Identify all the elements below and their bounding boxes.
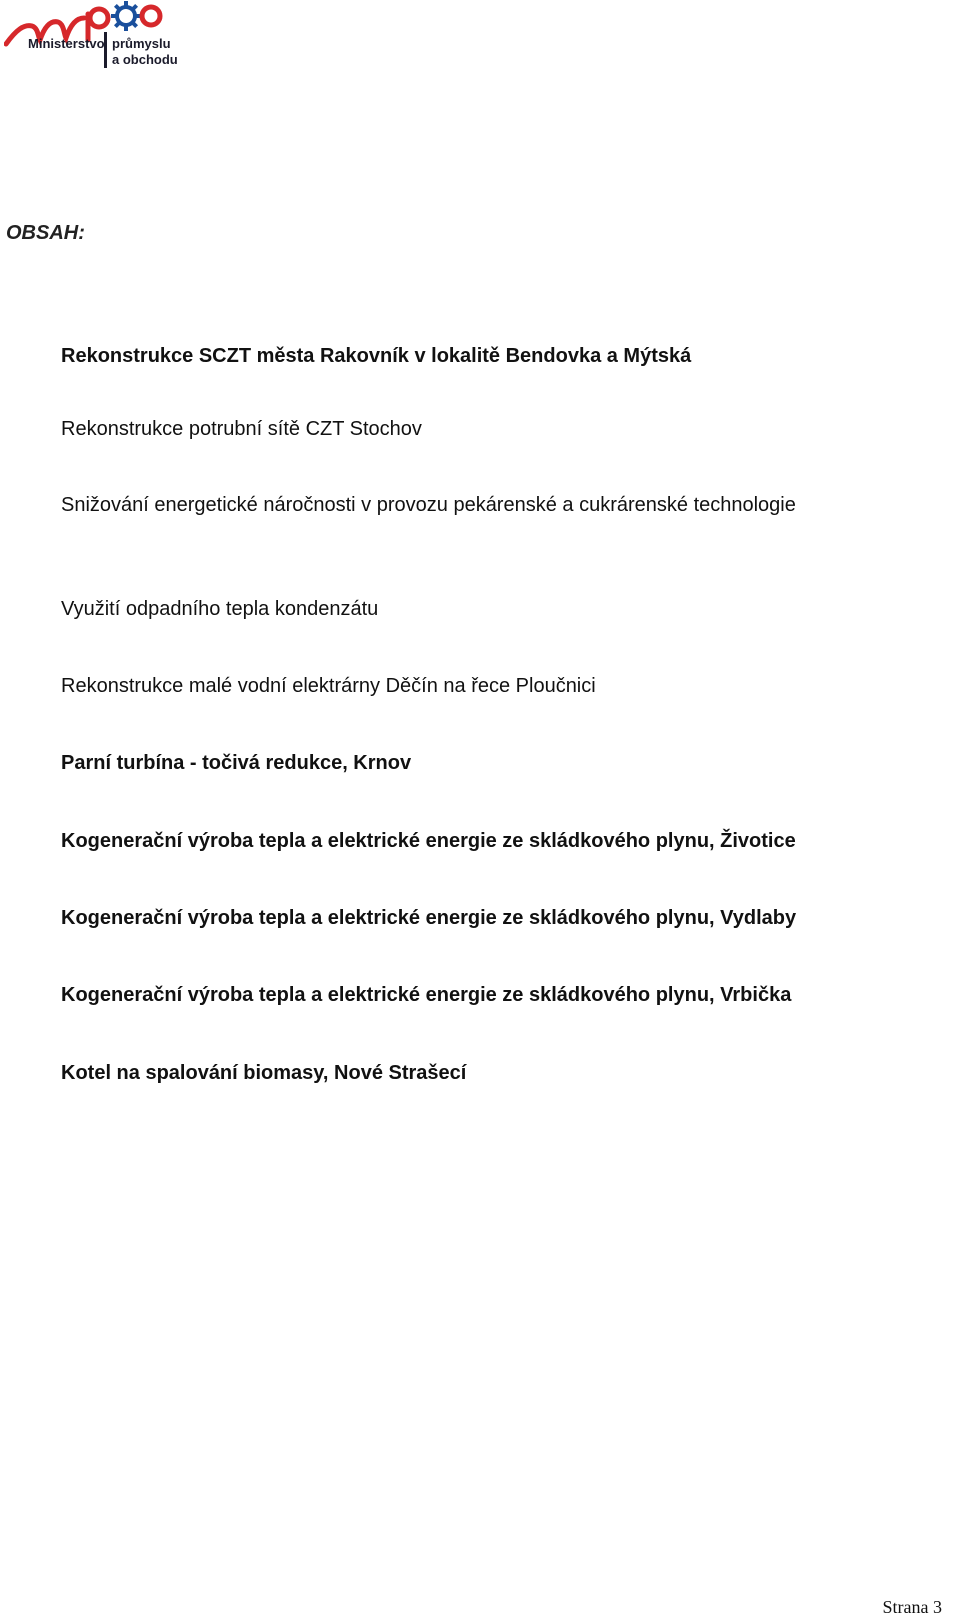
toc-item[interactable]: Rekonstrukce potrubní sítě CZT Stochov: [61, 418, 422, 440]
toc-heading: OBSAH:: [6, 222, 85, 244]
toc-item[interactable]: Kogenerační výroba tepla a elektrické energie ze skládkového plynu, Vydlaby: [61, 907, 797, 929]
logo-line3: a obchodu: [112, 52, 178, 67]
mpo-logo: [4, 0, 180, 74]
toc-item[interactable]: Rekonstrukce SCZT města Rakovník v lokalitě Bendovka a Mýtská: [61, 345, 692, 367]
toc-item[interactable]: Využití odpadního tepla kondenzátu: [61, 598, 379, 620]
toc-item[interactable]: Snižování energetické náročnosti v provozu pekárenské a cukrárenské technologie: [61, 494, 796, 516]
toc-item[interactable]: Kogenerační výroba tepla a elektrické energie ze skládkového plynu, Životice: [61, 830, 796, 852]
toc-item[interactable]: Kogenerační výroba tepla a elektrické energie ze skládkového plynu, Vrbička: [61, 984, 792, 1006]
toc-item[interactable]: Parní turbína - točivá redukce, Krnov: [61, 752, 412, 774]
logo-line2: průmyslu: [112, 36, 171, 51]
logo-line1: Ministerstvo: [28, 36, 105, 51]
toc-item[interactable]: Rekonstrukce malé vodní elektrárny Děčín na řece Ploučnici: [61, 675, 596, 697]
toc-item[interactable]: Kotel na spalování biomasy, Nové Strašecí: [61, 1062, 467, 1084]
mpo-logo-icon: [4, 0, 180, 74]
page-number: Strana 3: [882, 1597, 942, 1617]
